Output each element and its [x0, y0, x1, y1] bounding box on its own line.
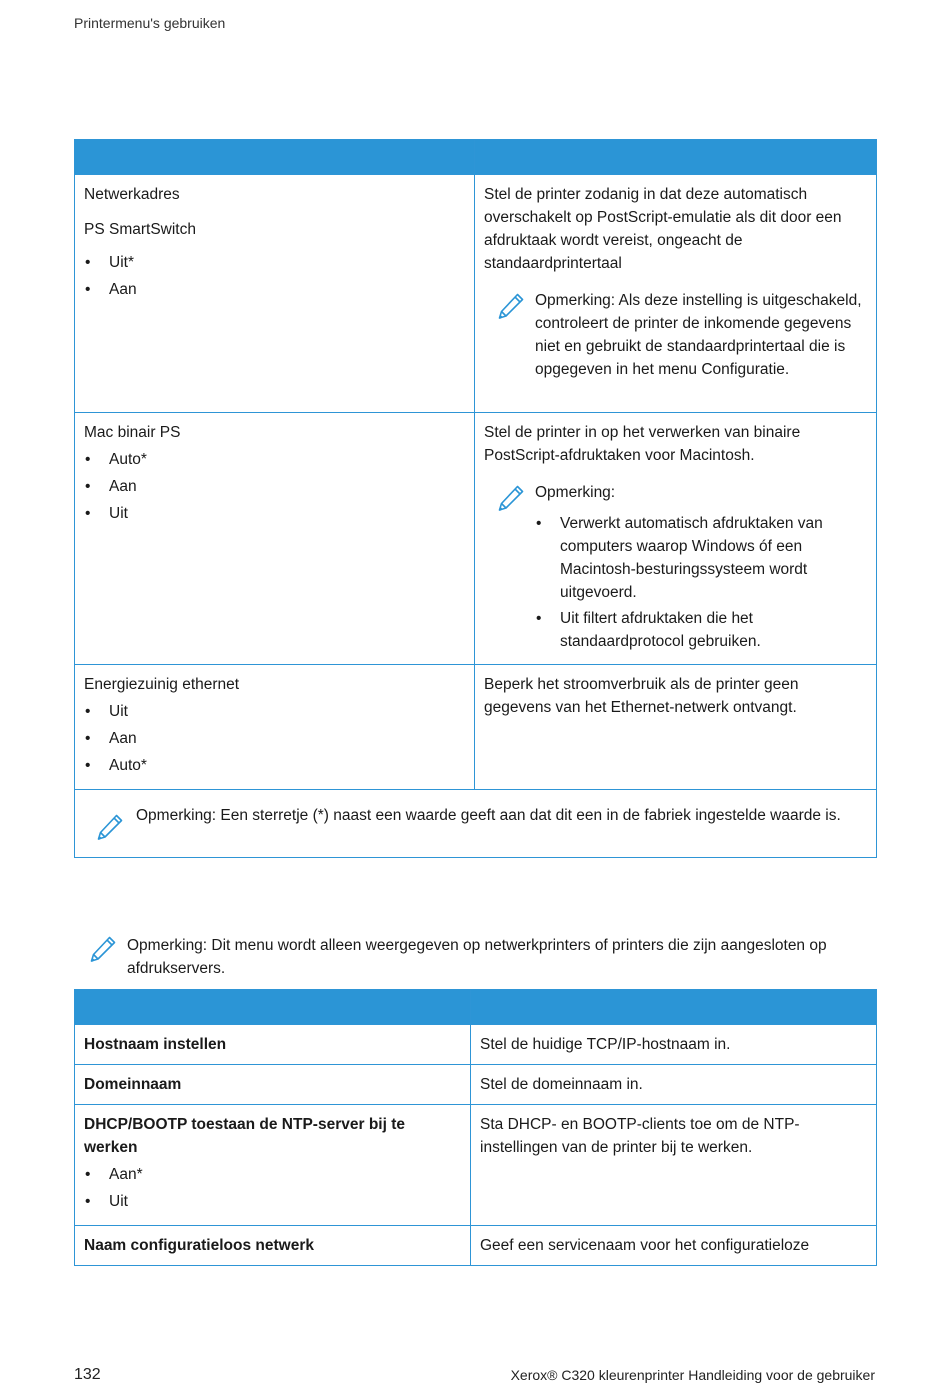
- footnote: [75, 790, 876, 857]
- running-header: Printermenu's gebruiken: [74, 15, 226, 31]
- value-list: [84, 448, 465, 525]
- table-row: [75, 1025, 877, 1065]
- page-number: 132: [74, 1366, 101, 1383]
- option-description: Sta DHCP- en BOOTP-clients toe om de NTP-instellingen van de printer bij te werken.: [480, 1116, 800, 1156]
- list-item: • Aan: [84, 475, 465, 498]
- table-row: [75, 413, 877, 665]
- list-item: • Aan*: [84, 1163, 461, 1186]
- menu-option-subtitle: PS SmartSwitch: [84, 221, 196, 238]
- table-row: [75, 1226, 877, 1266]
- note-text: Opmerking:: [535, 484, 616, 501]
- option-description: Geef een servicenaam voor het configuratieloze: [480, 1237, 810, 1254]
- menu-option-title: Netwerkadres: [84, 186, 180, 203]
- pencil-icon: [496, 291, 526, 321]
- note: [484, 289, 867, 381]
- table-row: [75, 665, 877, 790]
- list-item: • Uit: [84, 1190, 461, 1213]
- menu-option-title: Hostnaam instellen: [84, 1036, 227, 1053]
- menu-option-title: Mac binair PS: [84, 424, 181, 441]
- pencil-icon: [496, 483, 526, 513]
- list-item: • Aan: [84, 278, 465, 301]
- list-item: • Aan: [84, 727, 465, 750]
- footnote-text: Opmerking: Een sterretje (*) naast een waarde geeft aan dat dit een in de fabriek ingestelde waarde is.: [136, 807, 841, 824]
- list-item: • Uit*: [84, 251, 465, 274]
- page-note: [74, 934, 876, 980]
- list-item: • Uit: [84, 502, 465, 525]
- pencil-icon: [95, 812, 125, 842]
- menu-option-title: Naam configuratieloos netwerk: [84, 1237, 314, 1254]
- note: [484, 481, 867, 653]
- option-description: Stel de printer in op het verwerken van binaire PostScript-afdruktaken voor Macintosh.: [484, 424, 801, 464]
- table-row: [75, 175, 877, 413]
- note-list: [535, 512, 867, 653]
- table-row: [75, 1105, 877, 1226]
- option-description: Stel de printer zodanig in dat deze automatisch overschakelt op PostScript-emulatie als dit door een afdruktaak wordt vereist, ongeacht de standaardprintertaal: [484, 186, 842, 272]
- list-item: • Auto*: [84, 754, 465, 777]
- list-item: • Uit: [84, 700, 465, 723]
- list-item: • Verwerkt automatisch afdruktaken van computers waarop Windows óf een Macintosh-besturingssysteem wordt uitgevoerd.: [535, 512, 867, 604]
- list-item: • Auto*: [84, 448, 465, 471]
- table-header-row: [75, 990, 877, 1025]
- table-header-row: [75, 140, 877, 175]
- value-list: [84, 700, 465, 777]
- option-description: Stel de domeinnaam in.: [480, 1076, 643, 1093]
- option-description: Beperk het stroomverbruik als de printer geen gegevens van het Ethernet-netwerk ontvangt.: [484, 676, 799, 716]
- tcpip-menu-table: [74, 989, 877, 1266]
- menu-option-title: Domeinnaam: [84, 1076, 182, 1093]
- value-list: [84, 251, 465, 301]
- menu-option-title: Energiezuinig ethernet: [84, 676, 240, 693]
- option-description: Stel de huidige TCP/IP-hostnaam in.: [480, 1036, 731, 1053]
- note-text: Opmerking: Als deze instelling is uitgeschakeld, controleert de printer de inkomende gegevens niet en gebruikt de standaardprintertaal die is opgegeven in het menu Configuratie.: [535, 292, 862, 378]
- list-item: • Uit filtert afdruktaken die het standaardprotocol gebruiken.: [535, 607, 867, 653]
- network-menu-table: [74, 139, 877, 858]
- table-footnote-row: [75, 790, 877, 858]
- value-list: [84, 1163, 461, 1213]
- menu-option-title: DHCP/BOOTP toestaan de NTP-server bij te werken: [84, 1116, 405, 1156]
- table-row: [75, 1065, 877, 1105]
- pencil-icon: [88, 934, 118, 964]
- page-note-text: Opmerking: Dit menu wordt alleen weergegeven op netwerkprinters of printers die zijn aangesloten op afdrukservers.: [127, 937, 827, 977]
- footer-doc-title: Xerox® C320 kleurenprinter Handleiding voor de gebruiker: [510, 1367, 875, 1383]
